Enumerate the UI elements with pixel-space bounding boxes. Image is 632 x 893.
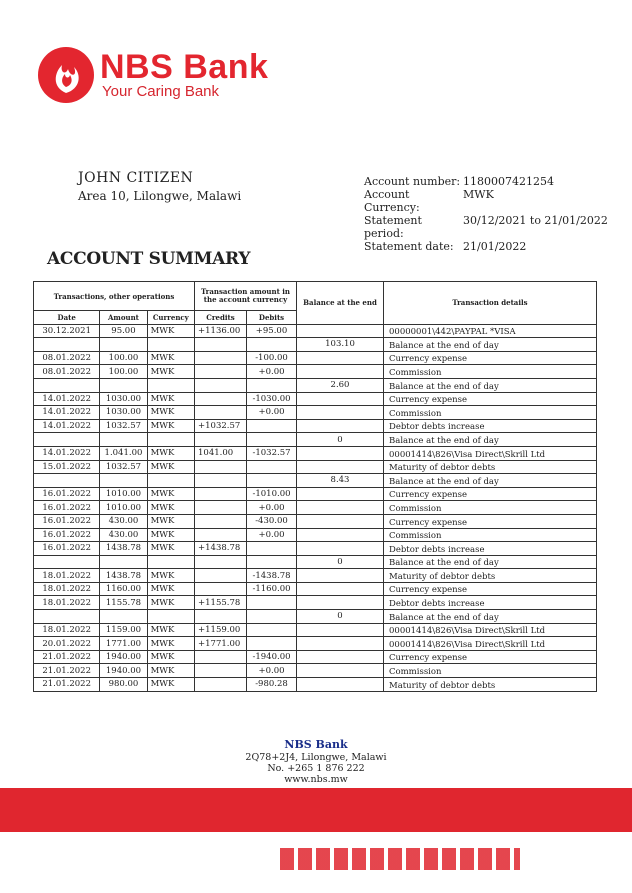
cell-amount: 430.00 xyxy=(100,514,147,528)
cell-date: 18.01.2022 xyxy=(34,582,100,596)
cell-debits xyxy=(247,433,297,447)
cell-details: Currency expense xyxy=(384,582,597,596)
cell-date: 15.01.2022 xyxy=(34,460,100,474)
table-row xyxy=(34,569,597,583)
account-row xyxy=(364,188,608,214)
account-value: 30/12/2021 to 21/01/2022 xyxy=(463,214,608,227)
col-debits: Debits xyxy=(247,311,297,325)
header-amount-in-currency: Transaction amount in the account currency xyxy=(195,282,297,311)
cell-balance xyxy=(297,664,384,678)
cell-debits: -1438.78 xyxy=(247,569,297,583)
cell-amount: 1940.00 xyxy=(100,664,147,678)
cell-balance xyxy=(297,487,384,501)
cell-amount: 1030.00 xyxy=(100,392,147,406)
cell-currency: MWK xyxy=(147,678,194,692)
col-date: Date xyxy=(34,311,100,325)
cell-amount xyxy=(100,474,147,488)
cell-details: Maturity of debtor debts xyxy=(384,678,597,692)
header-transactions: Transactions, other operations xyxy=(34,282,195,311)
cell-date: 18.01.2022 xyxy=(34,569,100,583)
cell-credits: +1771.00 xyxy=(195,637,247,651)
account-row xyxy=(364,175,608,188)
cell-currency: MWK xyxy=(147,528,194,542)
cell-date: 14.01.2022 xyxy=(34,406,100,420)
cell-credits xyxy=(195,514,247,528)
flame-logo-icon xyxy=(38,47,94,103)
table-row xyxy=(34,433,597,447)
account-value: MWK xyxy=(463,188,494,201)
table-row xyxy=(34,338,597,352)
cell-currency: MWK xyxy=(147,596,194,610)
cell-amount: 1030.00 xyxy=(100,406,147,420)
cell-balance xyxy=(297,406,384,420)
cell-currency: MWK xyxy=(147,623,194,637)
account-label: Account Currency: xyxy=(364,188,420,214)
cell-currency: MWK xyxy=(147,406,194,420)
cell-debits xyxy=(247,419,297,433)
cell-currency xyxy=(147,433,194,447)
footer-decoration xyxy=(280,848,520,870)
table-row xyxy=(34,406,597,420)
cell-credits xyxy=(195,569,247,583)
cell-debits: -1032.57 xyxy=(247,446,297,460)
cell-credits: +1155.78 xyxy=(195,596,247,610)
table-row xyxy=(34,582,597,596)
cell-date: 16.01.2022 xyxy=(34,487,100,501)
cell-balance: 2.60 xyxy=(297,378,384,392)
cell-date xyxy=(34,610,100,624)
table-row xyxy=(34,664,597,678)
cell-amount: 430.00 xyxy=(100,528,147,542)
cell-currency: MWK xyxy=(147,569,194,583)
table-row xyxy=(34,501,597,515)
cell-debits xyxy=(247,338,297,352)
cell-amount: 1159.00 xyxy=(100,623,147,637)
cell-balance xyxy=(297,528,384,542)
customer-info xyxy=(78,170,241,203)
cell-debits: +95.00 xyxy=(247,324,297,338)
cell-details: Maturity of debtor debts xyxy=(384,460,597,474)
footer-phone: No. +265 1 876 222 xyxy=(267,763,365,774)
customer-address: Area 10, Lilongwe, Malawi xyxy=(78,189,242,203)
cell-amount: 1940.00 xyxy=(100,650,147,664)
account-label: Account number: xyxy=(364,175,461,188)
cell-balance xyxy=(297,460,384,474)
table-row xyxy=(34,378,597,392)
cell-credits xyxy=(195,433,247,447)
cell-currency xyxy=(147,338,194,352)
table-row xyxy=(34,351,597,365)
cell-debits: +0.00 xyxy=(247,528,297,542)
cell-balance xyxy=(297,623,384,637)
cell-amount xyxy=(100,555,147,569)
cell-date: 14.01.2022 xyxy=(34,392,100,406)
cell-debits: -1010.00 xyxy=(247,487,297,501)
cell-credits xyxy=(195,338,247,352)
cell-currency: MWK xyxy=(147,501,194,515)
cell-details: Balance at the end of day xyxy=(384,555,597,569)
cell-debits: -1030.00 xyxy=(247,392,297,406)
cell-details: Currency expense xyxy=(384,514,597,528)
table-row xyxy=(34,610,597,624)
cell-details: 00001414\826\Visa Direct\Skrill Ltd xyxy=(384,446,597,460)
cell-date xyxy=(34,433,100,447)
cell-details: Balance at the end of day xyxy=(384,433,597,447)
cell-balance: 103.10 xyxy=(297,338,384,352)
cell-details: 00001414\826\Visa Direct\Skrill Ltd xyxy=(384,637,597,651)
cell-currency: MWK xyxy=(147,487,194,501)
cell-date: 21.01.2022 xyxy=(34,650,100,664)
cell-date: 30.12.2021 xyxy=(34,324,100,338)
col-credits: Credits xyxy=(195,311,247,325)
cell-date: 18.01.2022 xyxy=(34,623,100,637)
cell-debits: +0.00 xyxy=(247,365,297,379)
cell-date: 18.01.2022 xyxy=(34,596,100,610)
cell-currency: MWK xyxy=(147,446,194,460)
table-row xyxy=(34,365,597,379)
cell-credits xyxy=(195,555,247,569)
cell-date: 21.01.2022 xyxy=(34,664,100,678)
cell-details: Balance at the end of day xyxy=(384,378,597,392)
cell-amount: 100.00 xyxy=(100,351,147,365)
cell-debits xyxy=(247,610,297,624)
cell-credits xyxy=(195,650,247,664)
cell-credits xyxy=(195,678,247,692)
cell-date xyxy=(34,555,100,569)
cell-date: 14.01.2022 xyxy=(34,419,100,433)
cell-details: Currency expense xyxy=(384,392,597,406)
customer-name: JOHN CITIZEN xyxy=(78,170,194,186)
cell-credits xyxy=(195,392,247,406)
col-amount: Amount xyxy=(100,311,147,325)
cell-details: Commission xyxy=(384,664,597,678)
cell-debits: +0.00 xyxy=(247,664,297,678)
table-row xyxy=(34,487,597,501)
cell-credits xyxy=(195,501,247,515)
cell-currency: MWK xyxy=(147,664,194,678)
cell-debits xyxy=(247,460,297,474)
cell-details: Commission xyxy=(384,365,597,379)
col-currency: Currency xyxy=(147,311,194,325)
cell-debits: -1160.00 xyxy=(247,582,297,596)
cell-debits: -100.00 xyxy=(247,351,297,365)
cell-date: 21.01.2022 xyxy=(34,678,100,692)
cell-balance xyxy=(297,419,384,433)
footer-bank-name: NBS Bank xyxy=(284,738,348,751)
cell-balance xyxy=(297,596,384,610)
cell-debits xyxy=(247,555,297,569)
table-row xyxy=(34,650,597,664)
footer-address: 2Q78+2J4, Lilongwe, Malawi xyxy=(245,752,387,763)
cell-currency: MWK xyxy=(147,324,194,338)
cell-currency xyxy=(147,555,194,569)
cell-date: 16.01.2022 xyxy=(34,542,100,556)
cell-amount xyxy=(100,338,147,352)
cell-debits xyxy=(247,623,297,637)
cell-debits xyxy=(247,637,297,651)
cell-amount: 1.041.00 xyxy=(100,446,147,460)
cell-debits xyxy=(247,474,297,488)
brand-tagline: Your Caring Bank xyxy=(102,83,220,100)
account-row xyxy=(364,240,608,253)
cell-details: Currency expense xyxy=(384,351,597,365)
cell-date: 14.01.2022 xyxy=(34,446,100,460)
account-details xyxy=(364,175,608,253)
transactions-table xyxy=(33,281,597,692)
table-row xyxy=(34,678,597,692)
cell-credits: +1159.00 xyxy=(195,623,247,637)
account-value: 21/01/2022 xyxy=(463,240,527,253)
cell-credits: +1438.78 xyxy=(195,542,247,556)
cell-credits xyxy=(195,528,247,542)
cell-date: 08.01.2022 xyxy=(34,351,100,365)
cell-currency: MWK xyxy=(147,650,194,664)
cell-balance xyxy=(297,446,384,460)
cell-balance xyxy=(297,514,384,528)
cell-details: Balance at the end of day xyxy=(384,610,597,624)
cell-balance xyxy=(297,542,384,556)
cell-balance xyxy=(297,650,384,664)
account-label: Statement period: xyxy=(364,214,422,240)
cell-credits xyxy=(195,365,247,379)
table-row xyxy=(34,419,597,433)
cell-details: Currency expense xyxy=(384,650,597,664)
table-row xyxy=(34,528,597,542)
cell-currency xyxy=(147,378,194,392)
cell-debits xyxy=(247,596,297,610)
table-row xyxy=(34,446,597,460)
cell-amount: 1155.78 xyxy=(100,596,147,610)
cell-details: Debtor debts increase xyxy=(384,419,597,433)
cell-amount xyxy=(100,610,147,624)
cell-balance xyxy=(297,365,384,379)
cell-balance xyxy=(297,582,384,596)
cell-amount xyxy=(100,433,147,447)
cell-debits: -1940.00 xyxy=(247,650,297,664)
cell-credits xyxy=(195,664,247,678)
cell-date xyxy=(34,378,100,392)
cell-debits: +0.00 xyxy=(247,501,297,515)
footer-website: www.nbs.mw xyxy=(284,774,348,785)
cell-credits xyxy=(195,610,247,624)
cell-date: 16.01.2022 xyxy=(34,501,100,515)
cell-balance xyxy=(297,637,384,651)
cell-amount: 100.00 xyxy=(100,365,147,379)
cell-credits xyxy=(195,487,247,501)
cell-credits xyxy=(195,406,247,420)
table-row xyxy=(34,637,597,651)
footer-red-bar xyxy=(0,788,632,832)
cell-amount: 1438.78 xyxy=(100,569,147,583)
cell-details: Commission xyxy=(384,501,597,515)
cell-amount: 1438.78 xyxy=(100,542,147,556)
cell-credits xyxy=(195,378,247,392)
cell-currency xyxy=(147,474,194,488)
footer xyxy=(0,739,632,785)
table-row xyxy=(34,392,597,406)
table-row xyxy=(34,514,597,528)
cell-balance xyxy=(297,678,384,692)
cell-amount: 95.00 xyxy=(100,324,147,338)
cell-details: Debtor debts increase xyxy=(384,542,597,556)
cell-balance xyxy=(297,569,384,583)
cell-currency: MWK xyxy=(147,365,194,379)
cell-amount: 1032.57 xyxy=(100,460,147,474)
cell-currency: MWK xyxy=(147,351,194,365)
cell-amount xyxy=(100,378,147,392)
brand-name: NBS Bank xyxy=(100,48,269,86)
cell-details: 00000001\442\PAYPAL *VISA xyxy=(384,324,597,338)
cell-debits xyxy=(247,542,297,556)
cell-details: Commission xyxy=(384,406,597,420)
table-row xyxy=(34,555,597,569)
cell-credits: 1041.00 xyxy=(195,446,247,460)
cell-details: Maturity of debtor debts xyxy=(384,569,597,583)
cell-amount: 1160.00 xyxy=(100,582,147,596)
header-balance: Balance at the end xyxy=(297,282,384,325)
table-row xyxy=(34,460,597,474)
account-label: Statement date: xyxy=(364,240,454,253)
cell-credits xyxy=(195,582,247,596)
cell-balance xyxy=(297,501,384,515)
table-row xyxy=(34,474,597,488)
cell-credits xyxy=(195,474,247,488)
cell-details: Currency expense xyxy=(384,487,597,501)
cell-currency: MWK xyxy=(147,460,194,474)
summary-title: ACCOUNT SUMMARY xyxy=(47,249,251,269)
table-row xyxy=(34,623,597,637)
cell-details: Commission xyxy=(384,528,597,542)
cell-credits xyxy=(195,351,247,365)
bank-logo xyxy=(38,47,268,103)
cell-balance: 0 xyxy=(297,610,384,624)
cell-balance: 0 xyxy=(297,433,384,447)
cell-date xyxy=(34,338,100,352)
cell-currency: MWK xyxy=(147,419,194,433)
header-details: Transaction details xyxy=(384,282,597,325)
cell-amount: 1771.00 xyxy=(100,637,147,651)
table-row xyxy=(34,542,597,556)
cell-debits: -430.00 xyxy=(247,514,297,528)
cell-details: 00001414\826\Visa Direct\Skrill Ltd xyxy=(384,623,597,637)
table-row xyxy=(34,596,597,610)
cell-date: 20.01.2022 xyxy=(34,637,100,651)
cell-currency: MWK xyxy=(147,582,194,596)
cell-credits: +1136.00 xyxy=(195,324,247,338)
cell-details: Debtor debts increase xyxy=(384,596,597,610)
cell-balance xyxy=(297,324,384,338)
cell-currency xyxy=(147,610,194,624)
cell-credits xyxy=(195,460,247,474)
cell-currency: MWK xyxy=(147,514,194,528)
cell-currency: MWK xyxy=(147,637,194,651)
table-row xyxy=(34,324,597,338)
cell-currency: MWK xyxy=(147,542,194,556)
cell-details: Balance at the end of day xyxy=(384,474,597,488)
cell-currency: MWK xyxy=(147,392,194,406)
cell-amount: 1032.57 xyxy=(100,419,147,433)
cell-date xyxy=(34,474,100,488)
account-row xyxy=(364,214,608,240)
cell-date: 08.01.2022 xyxy=(34,365,100,379)
cell-amount: 1010.00 xyxy=(100,501,147,515)
cell-debits: -980.28 xyxy=(247,678,297,692)
cell-balance xyxy=(297,351,384,365)
cell-date: 16.01.2022 xyxy=(34,514,100,528)
cell-debits: +0.00 xyxy=(247,406,297,420)
cell-details: Balance at the end of day xyxy=(384,338,597,352)
cell-debits xyxy=(247,378,297,392)
cell-amount: 1010.00 xyxy=(100,487,147,501)
cell-balance: 0 xyxy=(297,555,384,569)
account-value: 1180007421254 xyxy=(463,175,554,188)
cell-credits: +1032.57 xyxy=(195,419,247,433)
cell-balance xyxy=(297,392,384,406)
cell-balance: 8.43 xyxy=(297,474,384,488)
cell-amount: 980.00 xyxy=(100,678,147,692)
cell-date: 16.01.2022 xyxy=(34,528,100,542)
